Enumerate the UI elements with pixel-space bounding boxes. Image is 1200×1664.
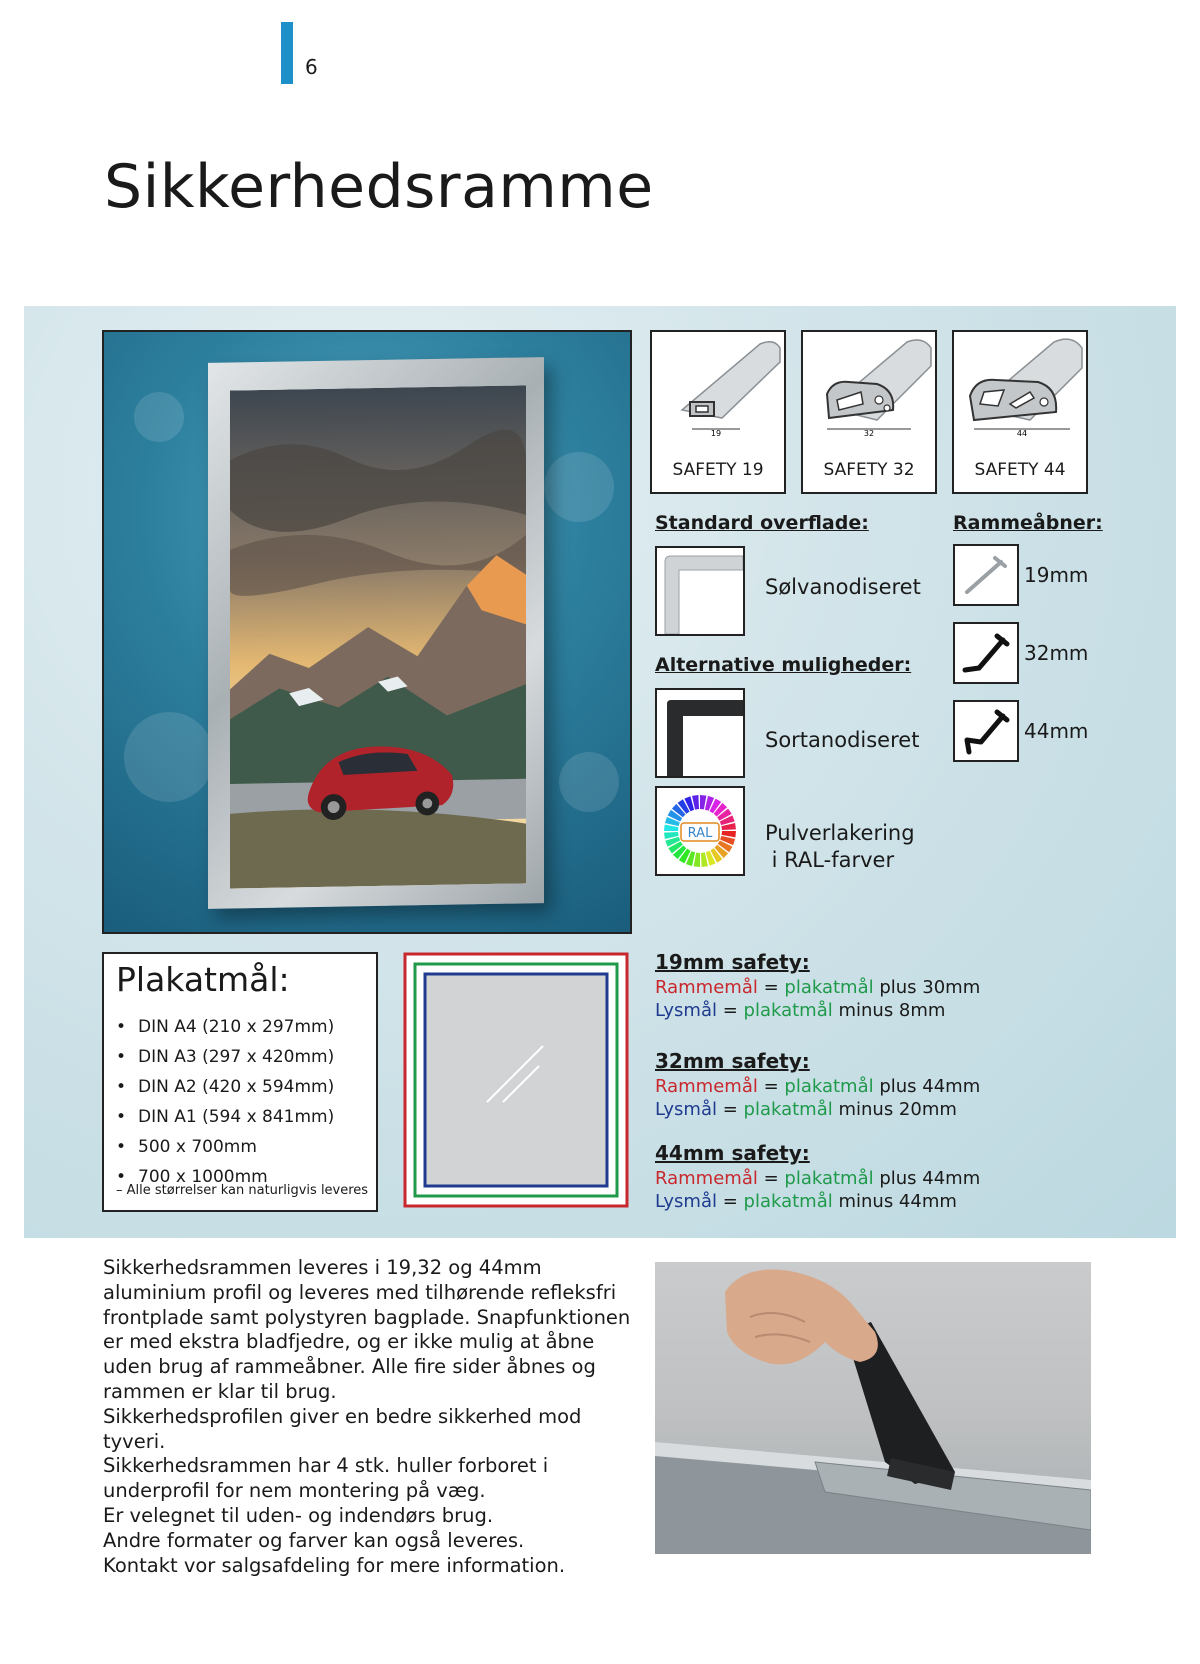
frame-measure-diagram	[403, 952, 629, 1208]
light-term: Lysmål	[655, 1191, 717, 1212]
silver-label: Sølvanodiseret	[765, 575, 921, 599]
poster-term: plakatmål	[784, 977, 874, 998]
light-minus-value: minus 44mm	[838, 1191, 957, 1212]
black-corner-icon	[657, 690, 743, 776]
profile-label: SAFETY 19	[672, 460, 764, 480]
safety-spec-heading: 19mm safety:	[655, 950, 810, 974]
poster-sizes-box	[102, 952, 378, 1212]
black-label: Sortanodiseret	[765, 728, 920, 752]
page-title: Sikkerhedsramme	[104, 152, 654, 222]
list-item: • DIN A1 (594 x 841mm)	[116, 1102, 334, 1132]
description-paragraph: Kontakt vor salgsafdeling for mere information.	[103, 1553, 566, 1577]
poster-photo	[230, 385, 526, 888]
poster-term: plakatmål	[784, 1076, 874, 1097]
ral-label-line1: Pulverlakering	[765, 821, 915, 845]
description-paragraph: Sikkerhedsprofilen giver en bedre sikkerhed mod tyveri.	[103, 1404, 582, 1453]
product-description	[103, 1256, 633, 1578]
profile-label: SAFETY 44	[974, 460, 1066, 480]
frame-plus-value: plus 44mm	[879, 1168, 981, 1189]
light-term: Lysmål	[655, 1000, 717, 1021]
visible-size-outline	[425, 974, 607, 1186]
profile-19-icon	[652, 332, 784, 442]
ral-label	[765, 820, 915, 874]
description-paragraph: Sikkerhedsrammen leveres i 19,32 og 44mm aluminium profil og leveres med tilhørende refleksfri frontplade samt polystyren bagplade. Snapfunktionen er med ekstra bladfjedre, og er ikke mulig at åbne uden brug af rammeåbner. Alle fire sider åbnes og rammen er klar til brug.	[103, 1256, 631, 1403]
profile-dim-19: 19	[710, 429, 722, 438]
poster-sizes-list	[116, 1012, 334, 1192]
snap-frame	[208, 357, 544, 909]
frame-term: Rammemål	[655, 1076, 758, 1097]
standard-finish-heading: Standard overflade:	[655, 512, 869, 534]
safety-19-spec: 19mm safety: Rammemål = plakatmål plus 30mm Lysmål = plakatmål minus 8mm	[655, 950, 981, 1021]
safety-spec-heading: 44mm safety:	[655, 1141, 810, 1165]
opener-32-label: 32mm	[1024, 641, 1089, 665]
opener-heading: Rammeåbner:	[953, 512, 1103, 534]
ral-swatch	[655, 786, 745, 876]
list-item: • DIN A4 (210 x 297mm)	[116, 1012, 334, 1042]
profile-card-safety-32	[801, 330, 937, 494]
ral-label-line2: i RAL-farver	[765, 848, 895, 872]
opener-in-use-photo	[655, 1262, 1091, 1554]
page-accent-bar	[281, 22, 293, 84]
frame-plus-value: plus 44mm	[879, 1076, 981, 1097]
description-paragraph: Sikkerhedsrammen har 4 stk. huller forboret i underprofil for nem montering på væg.	[103, 1454, 549, 1503]
profile-label: SAFETY 32	[823, 460, 915, 480]
black-swatch	[655, 688, 745, 778]
frame-term: Rammemål	[655, 1168, 758, 1189]
frame-plus-value: plus 30mm	[879, 977, 981, 998]
silver-corner-icon	[657, 548, 743, 634]
profile-card-safety-44	[952, 330, 1088, 494]
profile-32-icon	[803, 332, 935, 442]
silver-swatch	[655, 546, 745, 636]
opener-19	[953, 544, 1019, 606]
poster-term: plakatmål	[784, 1168, 874, 1189]
list-item: • DIN A3 (297 x 420mm)	[116, 1042, 334, 1072]
description-paragraph: Andre formater og farver kan også leveres.	[103, 1528, 525, 1552]
light-term: Lysmål	[655, 1099, 717, 1120]
description-paragraph: Er velegnet til uden- og indendørs brug.	[103, 1503, 494, 1527]
opener-32-icon	[955, 624, 1017, 682]
opener-44-icon	[955, 702, 1017, 760]
profile-dim-44: 44	[1016, 429, 1028, 438]
frame-term: Rammemål	[655, 977, 758, 998]
opener-44	[953, 700, 1019, 762]
light-minus-value: minus 20mm	[838, 1099, 957, 1120]
poster-sizes-title: Plakatmål:	[116, 960, 290, 999]
profile-dim-32: 32	[863, 429, 875, 438]
poster-sizes-note: – Alle størrelser kan naturligvis leveres	[116, 1183, 369, 1198]
poster-term: plakatmål	[743, 1000, 833, 1021]
safety-spec-heading: 32mm safety:	[655, 1049, 810, 1073]
ral-color-wheel-icon	[657, 788, 743, 874]
profile-44-icon	[954, 332, 1086, 442]
list-item: • 700 x 1000mm	[116, 1162, 334, 1192]
opener-32	[953, 622, 1019, 684]
poster-term: plakatmål	[743, 1191, 833, 1212]
frame-product-image	[102, 330, 632, 934]
poster-term: plakatmål	[743, 1099, 833, 1120]
hand-opener-photo-icon	[655, 1262, 1091, 1554]
list-item: • 500 x 700mm	[116, 1132, 334, 1162]
ral-badge-text: RAL	[687, 826, 713, 841]
page-number: 6	[305, 55, 318, 79]
opener-44-label: 44mm	[1024, 719, 1089, 743]
alternative-heading: Alternative muligheder:	[655, 654, 912, 676]
list-item: • DIN A2 (420 x 594mm)	[116, 1072, 334, 1102]
safety-44-spec: 44mm safety: Rammemål = plakatmål plus 44mm Lysmål = plakatmål minus 44mm	[655, 1141, 981, 1212]
safety-32-spec: 32mm safety: Rammemål = plakatmål plus 44mm Lysmål = plakatmål minus 20mm	[655, 1049, 981, 1120]
opener-19-label: 19mm	[1024, 563, 1089, 587]
light-minus-value: minus 8mm	[838, 1000, 946, 1021]
opener-19-icon	[955, 546, 1017, 604]
profile-card-safety-19	[650, 330, 786, 494]
